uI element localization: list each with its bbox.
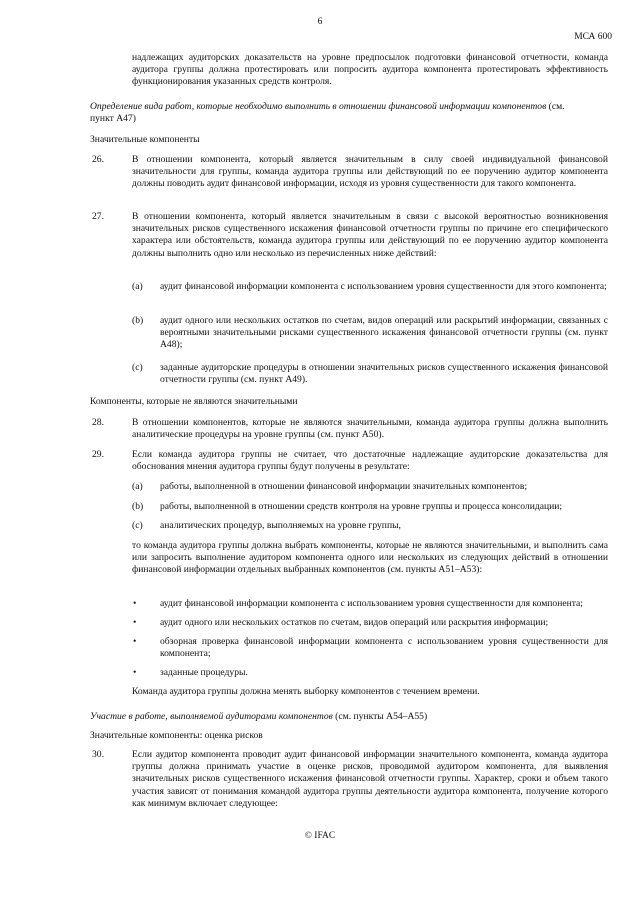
paragraph-text: В отношении компонентов, которые не являются значительными, команда аудитора группы должна выполнить аналитические процедуры на уровне группы (см. пункт А50). — [132, 417, 608, 441]
bullet-icon: • — [133, 617, 137, 628]
paragraph-number: 27. — [92, 211, 104, 222]
section-heading-participation — [90, 711, 590, 723]
paragraph-27 — [92, 211, 608, 260]
list-item-29a — [132, 481, 608, 493]
bullet-icon: • — [133, 636, 137, 647]
list-item-29c — [132, 520, 608, 532]
subheading-non-significant: Компоненты, которые не являются значительными — [90, 396, 298, 407]
paragraph-29-final: Команда аудитора группы должна менять выборку компонентов с течением времени. — [132, 686, 480, 697]
bullet-text: заданные процедуры. — [160, 667, 248, 678]
section-ref: (см. пункт А47) — [90, 101, 565, 125]
page-number: 6 — [317, 17, 323, 27]
item-text: заданные аудиторские процедуры в отношении значительных рисков существенного искажения финансовой отчетности группы (см. пункт А49). — [160, 362, 608, 386]
standard-code: МСА 600 — [574, 32, 612, 42]
paragraph-29 — [92, 449, 608, 473]
paragraph-26 — [92, 154, 608, 191]
bullet-text: аудит одного или нескольких остатков по счетам, видов операций или раскрытия информации; — [160, 617, 549, 628]
paragraph-28 — [92, 417, 608, 441]
section-title: Участие в работе, выполняемой аудиторами компонентов — [90, 711, 333, 722]
item-text: работы, выполненной в отношении финансовой информации значительных компонентов; — [160, 481, 528, 492]
paragraph-30 — [92, 749, 608, 810]
paragraph-number: 29. — [92, 449, 104, 460]
paragraph-text: Если команда аудитора группы не считает, что достаточные надлежащие аудиторские доказательства для обоснования мнения аудитора группы будут получены в результате: — [132, 449, 608, 473]
bullet-item-3 — [132, 636, 608, 660]
item-text: аудит финансовой информации компонента с использованием уровня существенности для этого компонента; — [160, 281, 607, 292]
paragraph-number: 26. — [92, 154, 104, 165]
bullet-item-4 — [132, 667, 608, 679]
paragraph-text: В отношении компонента, который является значительным в силу своей индивидуальной финансовой значительности для группы, команда аудитора группы или действующий по ее поручению аудитор компонента должны поводить аудит финансовой информации, исходя из уровня существенности для такого компонента. — [132, 154, 608, 190]
bullet-item-2 — [132, 617, 608, 629]
paragraph-text: Если аудитор компонента проводит аудит финансовой информации значительного компонента, команда аудитора группы должна принимать участие в оценке рисков, проводимой аудитором компонента, для выявления значительных рисков существенного искажения финансовой отчетности группы. Характер, сроки и объем такого участия зависят от понимания командой аудитора группы деятельности аудитора компонента, получение которого как минимум включает следующее: — [132, 749, 608, 809]
item-label: (a) — [132, 281, 143, 292]
item-text: аудит одного или нескольких остатков по счетам, видов операций или раскрытий информации, связанных с вероятными значительными рисками существенного искажения финансовой отчетности группы (см. пункт А48); — [160, 315, 608, 351]
bullet-text: обзорная проверка финансовой информации компонента с использованием уровня существенности для компонента; — [160, 636, 608, 660]
paragraph-number: 30. — [92, 749, 104, 760]
item-label: (c) — [132, 362, 143, 373]
list-item-29b — [132, 501, 608, 513]
section-ref: (см. пункты А54–А55) — [332, 711, 428, 722]
list-item-27b — [132, 315, 608, 352]
bullet-icon: • — [133, 667, 137, 678]
item-text: работы, выполненной в отношении средств контроля на уровне группы и процесса консолидации; — [160, 501, 563, 512]
item-label: (c) — [132, 520, 143, 531]
bullet-item-1 — [132, 598, 608, 610]
paragraph-29-continuation: то команда аудитора группы должна выбрать компоненты, которые не являются значительными, и выполнить сама или запросить выполнение аудитором компонента одного или нескольких из следующих действий в отношении финансовой информации отдельных выбранных компонентов (см. пункты А51–А53): — [132, 540, 608, 576]
paragraph-number: 28. — [92, 417, 104, 428]
item-label: (a) — [132, 481, 143, 492]
section-title: Определение вида работ, которые необходимо выполнить в отношении финансовой информации компонентов — [90, 101, 547, 112]
paragraph-text: В отношении компонента, который является значительным в связи с высокой вероятностью возникновения значительных рисков существенного искажения финансовой отчетности группы по причине его специфического характера или обстоятельств, команда аудитора группы или действующий по ее поручению аудитор компонента должны выполнить одно или несколько из перечисленных ниже действий: — [132, 211, 608, 259]
bullet-text: аудит финансовой информации компонента с использованием уровня существенности для компонента; — [160, 598, 583, 609]
footer-copyright: © IFAC — [304, 831, 336, 841]
item-text: аналитических процедур, выполняемых на уровне группы, — [160, 520, 401, 531]
intro-continuation: надлежащих аудиторских доказательств на уровне предпосылок подготовки финансовой отчетности, команда аудитора группы должна протестировать или попросить аудитора компонента протестировать эффективность функционирования указанных средств контроля. — [132, 52, 608, 88]
bullet-icon: • — [133, 598, 137, 609]
subheading-risk-assessment: Значительные компоненты: оценка рисков — [90, 730, 263, 741]
section-heading-scope — [90, 101, 590, 125]
subheading-significant: Значительные компоненты — [90, 134, 200, 145]
list-item-27c — [132, 362, 608, 386]
list-item-27a — [132, 281, 608, 293]
item-label: (b) — [132, 501, 144, 512]
item-label: (b) — [132, 315, 144, 326]
